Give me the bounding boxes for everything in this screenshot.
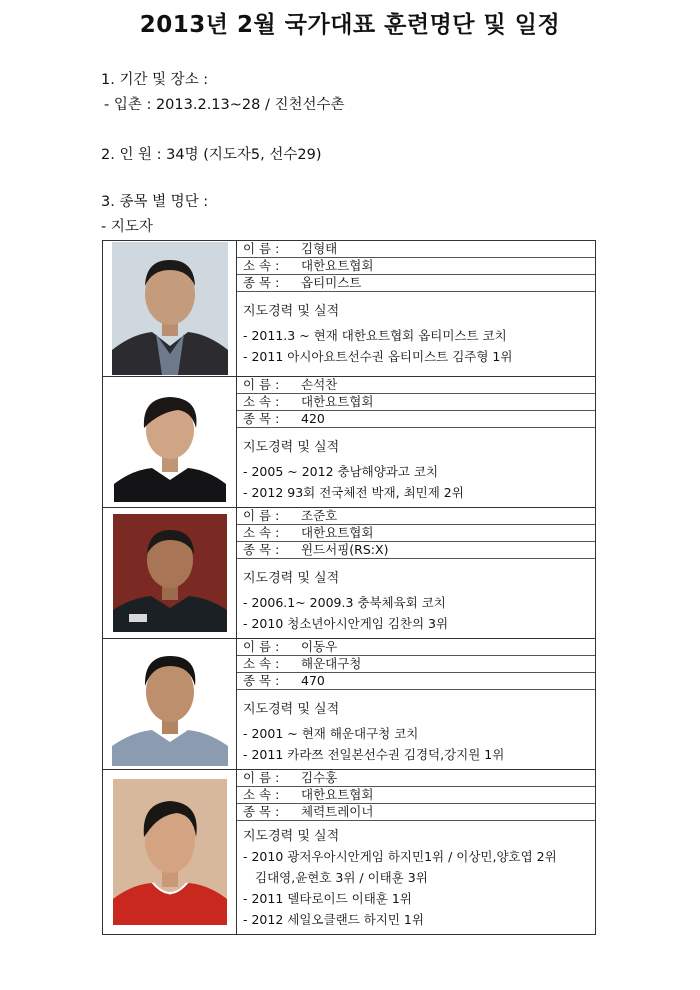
coach-row xyxy=(103,508,596,639)
coach-photo-cell xyxy=(103,377,237,508)
coach-info xyxy=(237,377,596,508)
affiliation-label: 소 속 : xyxy=(243,394,280,409)
page-title: 2013년 2월 국가대표 훈련명단 및 일정 xyxy=(139,12,561,38)
section3-heading: 3. 종목 별 명단 : xyxy=(101,194,209,210)
coach-event: 470 xyxy=(301,673,325,688)
coach-photo-cell xyxy=(103,241,237,377)
coach-event: 체력트레이너 xyxy=(301,804,374,819)
coach-name: 손석찬 xyxy=(301,377,338,392)
coach-info xyxy=(237,241,596,377)
coach-name: 김형태 xyxy=(301,241,338,256)
coach-photo xyxy=(113,779,227,925)
coach-name: 이동우 xyxy=(301,639,338,654)
coach-photo-cell xyxy=(103,770,237,935)
career-heading: 지도경력 및 실적 xyxy=(243,571,340,586)
career-item: - 2006.1~ 2009.3 충북체육회 코치 xyxy=(243,595,446,610)
coach-name: 조준호 xyxy=(301,508,338,523)
coach-info xyxy=(237,508,596,639)
affiliation-label: 소 속 : xyxy=(243,787,280,802)
coach-photo-cell xyxy=(103,639,237,770)
coach-photo xyxy=(112,642,228,766)
coach-photo-cell xyxy=(103,508,237,639)
coach-affiliation: 대한요트협회 xyxy=(301,787,374,802)
coach-event: 420 xyxy=(301,411,325,426)
section1-heading: 1. 기간 및 장소 : xyxy=(101,72,209,88)
coach-event: 윈드서핑(RS:X) xyxy=(301,542,389,557)
career-item: - 2012 세일오클랜드 하지민 1위 xyxy=(243,912,424,927)
event-label: 종 목 : xyxy=(243,411,280,426)
coach-event: 옵티미스트 xyxy=(301,275,362,290)
coach-affiliation: 대한요트협회 xyxy=(301,394,374,409)
coach-row xyxy=(103,639,596,770)
section2-heading: 2. 인 원 : 34명 (지도자5, 선수29) xyxy=(101,147,322,163)
career-item: - 2011.3 ~ 현재 대한요트협회 옵티미스트 코치 xyxy=(243,328,507,343)
affiliation-label: 소 속 : xyxy=(243,656,280,671)
name-label: 이 름 : xyxy=(243,241,280,256)
event-label: 종 목 : xyxy=(243,275,280,290)
section1-detail: - 입촌 : 2013.2.13~28 / 진천선수촌 xyxy=(104,97,345,113)
career-heading: 지도경력 및 실적 xyxy=(243,829,340,844)
coach-photo xyxy=(113,514,227,632)
career-item: - 2011 아시아요트선수권 옵티미스트 김주형 1위 xyxy=(243,349,513,364)
affiliation-label: 소 속 : xyxy=(243,525,280,540)
coach-name: 김수홍 xyxy=(301,770,338,785)
coach-affiliation: 대한요트협회 xyxy=(301,525,374,540)
coach-affiliation: 해운대구청 xyxy=(301,656,362,671)
name-label: 이 름 : xyxy=(243,639,280,654)
career-heading: 지도경력 및 실적 xyxy=(243,304,340,319)
career-item: - 2001 ~ 현재 해운대구청 코치 xyxy=(243,726,419,741)
career-heading: 지도경력 및 실적 xyxy=(243,440,340,455)
career-item: - 2010 청소년아시안게임 김찬의 3위 xyxy=(243,616,449,631)
coach-table xyxy=(102,240,596,935)
event-label: 종 목 : xyxy=(243,804,280,819)
affiliation-label: 소 속 : xyxy=(243,258,280,273)
coach-row xyxy=(103,241,596,377)
career-item: - 2011 카라쯔 전일본선수권 김경덕,강지원 1위 xyxy=(243,747,505,762)
event-label: 종 목 : xyxy=(243,673,280,688)
coach-info xyxy=(237,639,596,770)
coach-photo xyxy=(112,242,228,375)
coach-row xyxy=(103,377,596,508)
name-label: 이 름 : xyxy=(243,770,280,785)
career-heading: 지도경력 및 실적 xyxy=(243,702,340,717)
coach-row xyxy=(103,770,596,935)
name-label: 이 름 : xyxy=(243,377,280,392)
event-label: 종 목 : xyxy=(243,542,280,557)
section3-sub: - 지도자 xyxy=(101,219,153,235)
career-item: - 2010 광저우아시안게임 하지민1위 / 이상민,양호엽 2위 xyxy=(243,849,557,864)
coach-photo xyxy=(114,382,226,502)
coach-info xyxy=(237,770,596,935)
career-item: - 2012 93회 전국체전 박재, 최민제 2위 xyxy=(243,485,464,500)
career-item: 김대영,윤현호 3위 / 이태훈 3위 xyxy=(255,870,428,885)
career-item: - 2005 ~ 2012 충남해양과고 코치 xyxy=(243,464,439,479)
name-label: 이 름 : xyxy=(243,508,280,523)
coach-affiliation: 대한요트협회 xyxy=(301,258,374,273)
career-item: - 2011 델타로이드 이태훈 1위 xyxy=(243,891,412,906)
